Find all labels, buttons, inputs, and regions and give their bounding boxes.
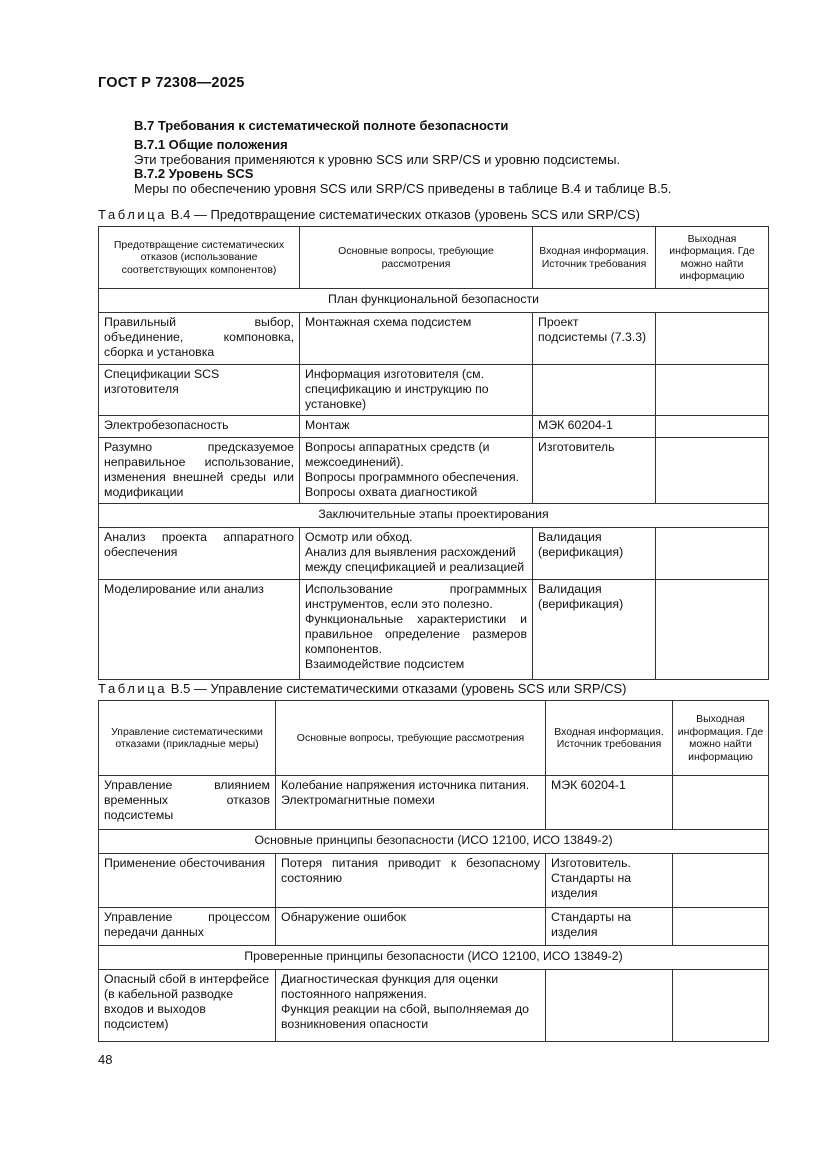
table-row: [99, 528, 769, 580]
group-title: План функциональной безопасности: [99, 289, 769, 313]
cell-line: Изготовитель.: [551, 856, 631, 870]
table-cell: Обнаружение ошибок: [276, 908, 546, 946]
group-title: Заключительные этапы проектирования: [99, 504, 769, 528]
cell-line: Осмотр или обход.: [305, 530, 413, 544]
table-row: [99, 854, 769, 908]
table-cell: Валидация (верификация): [533, 528, 656, 580]
table-cell: [673, 908, 769, 946]
table-cell: [673, 854, 769, 908]
page-number: 48: [98, 1052, 113, 1067]
table-cell: [673, 970, 769, 1042]
group-row: [99, 504, 769, 528]
table-cell: [656, 580, 769, 680]
table-cell: Потеря питания приводит к безопасному состоянию: [276, 854, 546, 908]
table-cell: Управление влиянием временных отказов подсистемы: [99, 776, 276, 830]
table-cell: Правильный выбор, объединение, компоновка, сборка и установка: [99, 313, 300, 365]
table-cell: Информация изготовителя (см. спецификацию и инструкцию по установке): [300, 365, 533, 416]
cell-line: Вопросы аппаратных средств (и межсоединений).: [305, 440, 490, 469]
table-cell: [300, 438, 533, 504]
table-cell: [276, 970, 546, 1042]
table-cell: [656, 416, 769, 438]
section-b7-title: В.7 Требования к систематической полноте безопасности: [134, 118, 509, 133]
table-cell: Опасный сбой в интерфейсе (в кабельной разводке входов и выходов подсистем): [99, 970, 276, 1042]
table-cell: [656, 528, 769, 580]
header-cell: Входная информация. Источник требования: [546, 701, 673, 776]
document-id: ГОСТ Р 72308—2025: [98, 75, 245, 91]
table-cell: Спецификации SCS изготовителя: [99, 365, 300, 416]
table-cell: [546, 854, 673, 908]
group-title: Проверенные принципы безопасности (ИСО 12100, ИСО 13849-2): [99, 946, 769, 970]
table-cell: [300, 580, 533, 680]
table-cell: Управление процессом передачи данных: [99, 908, 276, 946]
cell-line: Колебание напряжения источника питания.: [281, 778, 530, 792]
table-row: [99, 970, 769, 1042]
table-header-row: [99, 701, 769, 776]
cell-line: Стандарты на изделия: [551, 871, 632, 900]
table-cell: Разумно предсказуемое неправильное использование, изменения внешней среды или модификации: [99, 438, 300, 504]
group-title: Основные принципы безопасности (ИСО 12100, ИСО 13849-2): [99, 830, 769, 854]
header-cell: Управление систематическими отказами (прикладные меры): [99, 701, 276, 776]
table-cell: [673, 776, 769, 830]
group-row: [99, 946, 769, 970]
table-b4-caption: Таблица В.4 — Предотвращение систематических отказов (уровень SCS или SRP/CS): [98, 207, 640, 222]
header-cell: Выходная информация. Где можно найти информацию: [656, 227, 769, 289]
table-cell: Стандарты на изделия: [546, 908, 673, 946]
table-row: [99, 416, 769, 438]
table-cell: Электробезопасность: [99, 416, 300, 438]
table-b5-caption: Таблица В.5 — Управление систематическими отказами (уровень SCS или SRP/CS): [98, 681, 627, 696]
cell-line: Функциональные характеристики и правильное определение размеров компонентов.: [305, 612, 527, 656]
table-cell: МЭК 60204-1: [546, 776, 673, 830]
cell-line: Анализ для выявления расхождений между спецификацией и реализацией: [305, 545, 525, 574]
section-b71-text: Эти требования применяются к уровню SCS или SRP/CS и уровню подсистемы.: [134, 152, 621, 167]
table-cell: [276, 776, 546, 830]
cell-line: Диагностическая функция для оценки постоянного напряжения.: [281, 972, 499, 1001]
table-header-row: [99, 227, 769, 289]
table-cell: [656, 365, 769, 416]
header-cell: Входная информация. Источник требования: [533, 227, 656, 289]
table-cell: Изготовитель: [533, 438, 656, 504]
table-cell: Монтажная схема подсистем: [300, 313, 533, 365]
table-cell: Анализ проекта аппаратного обеспечения: [99, 528, 300, 580]
table-cell: [656, 438, 769, 504]
table-cell: Валидация (верификация): [533, 580, 656, 680]
table-row: [99, 580, 769, 680]
table-row: [99, 908, 769, 946]
table-b5: [98, 700, 769, 1042]
table-cell: [546, 970, 673, 1042]
table-row: [99, 365, 769, 416]
table-cell: Применение обесточивания: [99, 854, 276, 908]
table-cell: Проект подсистемы (7.3.3): [533, 313, 656, 365]
cell-line: Электромагнитные помехи: [281, 793, 435, 807]
cell-line: Функция реакции на сбой, выполняемая до возникновения опасности: [281, 1002, 529, 1031]
table-row: [99, 776, 769, 830]
table-cell: Моделирование или анализ: [99, 580, 300, 680]
section-b71-title: В.7.1 Общие положения: [134, 137, 288, 152]
group-row: [99, 289, 769, 313]
header-cell: Основные вопросы, требующие рассмотрения: [276, 701, 546, 776]
cell-line: Вопросы программного обеспечения.: [305, 470, 520, 484]
section-b72-title: В.7.2 Уровень SCS: [134, 166, 254, 181]
cell-line: Вопросы охвата диагностикой: [305, 485, 478, 499]
group-row: [99, 830, 769, 854]
header-cell: Выходная информация. Где можно найти информацию: [673, 701, 769, 776]
section-b72-text: Меры по обеспечению уровня SCS или SRP/CS приведены в таблице В.4 и таблице В.5.: [134, 181, 672, 196]
table-cell: [300, 528, 533, 580]
table-b4: [98, 226, 769, 680]
cell-line: Взаимодействие подсистем: [305, 657, 465, 671]
header-cell: Предотвращение систематических отказов (использование соответствующих компонентов): [99, 227, 300, 289]
table-cell: [533, 365, 656, 416]
table-cell: МЭК 60204-1: [533, 416, 656, 438]
table-cell: Монтаж: [300, 416, 533, 438]
table-row: [99, 313, 769, 365]
cell-line: Использование программных инструментов, если это полезно.: [305, 582, 527, 611]
table-row: [99, 438, 769, 504]
table-cell: [656, 313, 769, 365]
header-cell: Основные вопросы, требующие рассмотрения: [300, 227, 533, 289]
